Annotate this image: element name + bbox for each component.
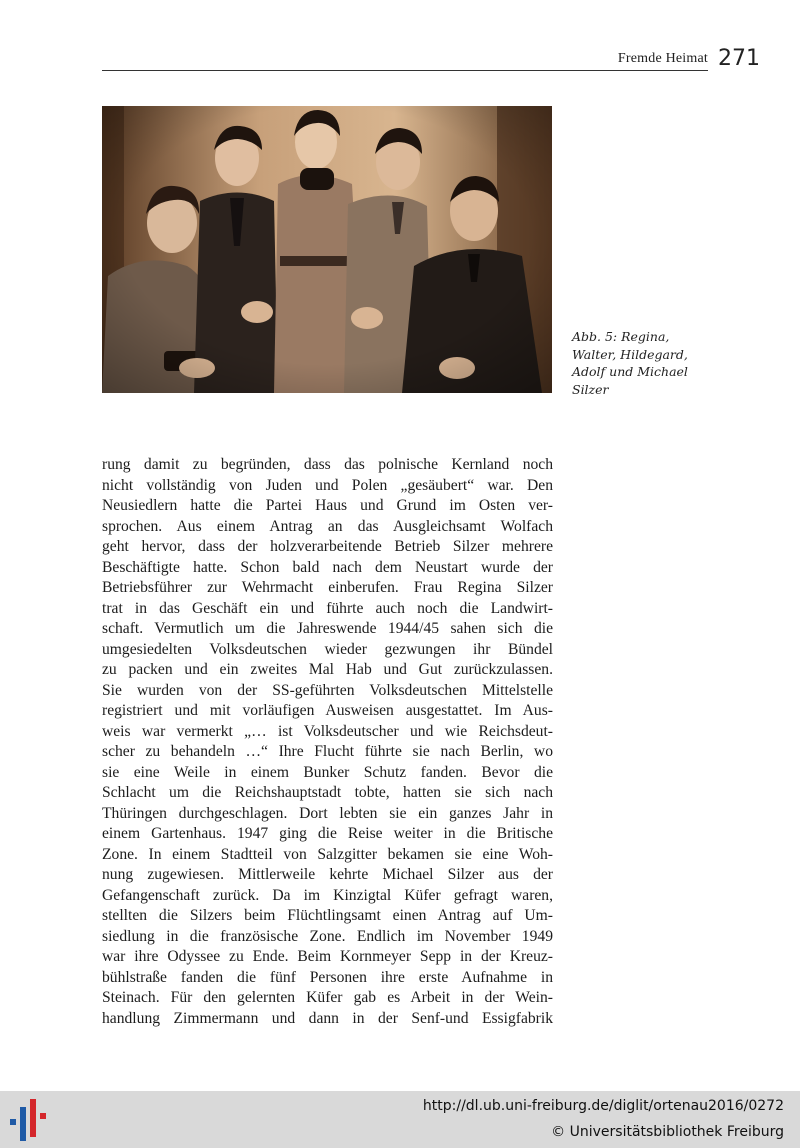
body-text-line: zu packen und ein zweites Mal Hab und Gut zurückzulassen.: [102, 661, 553, 678]
body-text-line: Sie wurden von der SS-geführten Volksdeutschen Mittelstelle: [102, 681, 553, 699]
body-text-line: handlung Zimmermann und dann in der Senf-und Essigfabrik: [102, 1009, 553, 1027]
body-text-line: nicht vollständig von Juden und Polen „gesäubert“ war. Den: [102, 476, 553, 494]
body-text-line: bühlstraße fanden die fünf Personen ihre erste Aufnahme in: [102, 968, 553, 986]
body-text-line: Betriebsführer zur Wehrmacht einberufen. Frau Regina Silzer: [102, 579, 553, 596]
running-head: [102, 46, 762, 72]
family-portrait-image: [102, 106, 552, 393]
body-text-line: einem Gartenhaus. 1947 ging die Reise weiter in die Britische: [102, 825, 553, 842]
caption-line: Abb. 5: Regina,: [572, 329, 670, 344]
figure-caption: [572, 328, 722, 398]
body-text-line: Beschäftigte hatte. Schon bald nach dem Neustart wurde der: [102, 558, 553, 576]
body-text-line: rung damit zu begründen, dass das polnische Kernland noch: [102, 456, 553, 473]
body-text-line: Schlacht um die Reichshauptstadt tobte, hatten sie sich nach: [102, 784, 553, 801]
library-logo-icon: [10, 1099, 50, 1143]
body-text-line: Zone. In einem Stadtteil von Salzgitter bekamen sie eine Woh-: [102, 845, 553, 863]
body-text-line: registriert und mit vorläufigen Ausweisen ausgestattet. Im Aus-: [102, 702, 553, 719]
caption-line: Adolf und Michael: [572, 364, 688, 379]
body-text-line: Neusiedlern hatte die Partei Haus und Grund im Osten ver-: [102, 497, 553, 514]
body-text-line: Thüringen durchgeschlagen. Dort lebten sie ein ganzes Jahr in: [102, 804, 553, 822]
body-text-line: sie eine Weile in einem Bunker Schutz fanden. Bevor die: [102, 763, 553, 781]
body-text-line: geht hervor, dass der holzverarbeitende Betrieb Silzer mehrere: [102, 538, 553, 555]
footer-url-link[interactable]: http://dl.ub.uni-freiburg.de/diglit/ortenau2016/0272: [422, 1098, 784, 1114]
body-text-line: sprochen. Aus einem Antrag an das Ausgleichsamt Wolfach: [102, 517, 553, 535]
running-title: Fremde Heimat: [617, 51, 708, 66]
body-text-line: nung zugewiesen. Mittlerweile kehrte Michael Silzer aus der: [102, 866, 553, 883]
footer-bar: [0, 1091, 800, 1148]
caption-line: Walter, Hildegard,: [572, 346, 688, 362]
body-text-line: Steinach. Für den gelernten Küfer gab es Arbeit in der Wein-: [102, 989, 553, 1006]
header-rule: [102, 70, 708, 71]
body-text-line: war ihre Odyssee zu Ende. Beim Kornmeyer Sepp in der Kreuz-: [102, 948, 553, 965]
page-number: 271: [718, 46, 760, 71]
body-text-line: umgesiedelten Volksdeutschen wieder gezwungen ihr Bündel: [102, 640, 553, 658]
family-portrait-photo: [102, 106, 552, 393]
body-text-line: weis war vermerkt „… ist Volksdeutscher und wie Reichsdeut-: [102, 722, 553, 740]
body-text: [102, 455, 553, 1029]
body-text-line: siedlung in die französische Zone. Endlich im November 1949: [102, 927, 553, 945]
body-text-line: trat in das Geschäft ein und führte auch noch die Landwirt-: [102, 599, 553, 617]
body-text-line: Gefangenschaft zurück. Da im Kinzigtal Küfer gefragt waren,: [102, 886, 553, 904]
caption-line: Silzer: [572, 381, 609, 397]
body-text-line: scher zu behandeln …“ Ihre Flucht führte sie nach Berlin, wo: [102, 743, 553, 760]
footer-copyright: © Universitätsbibliothek Freiburg: [551, 1124, 784, 1140]
body-text-line: stellten die Silzers beim Flüchtlingsamt einen Antrag auf Um-: [102, 907, 553, 924]
body-text-line: schaft. Vermutlich um die Jahreswende 1944/45 sahen sich die: [102, 620, 553, 637]
